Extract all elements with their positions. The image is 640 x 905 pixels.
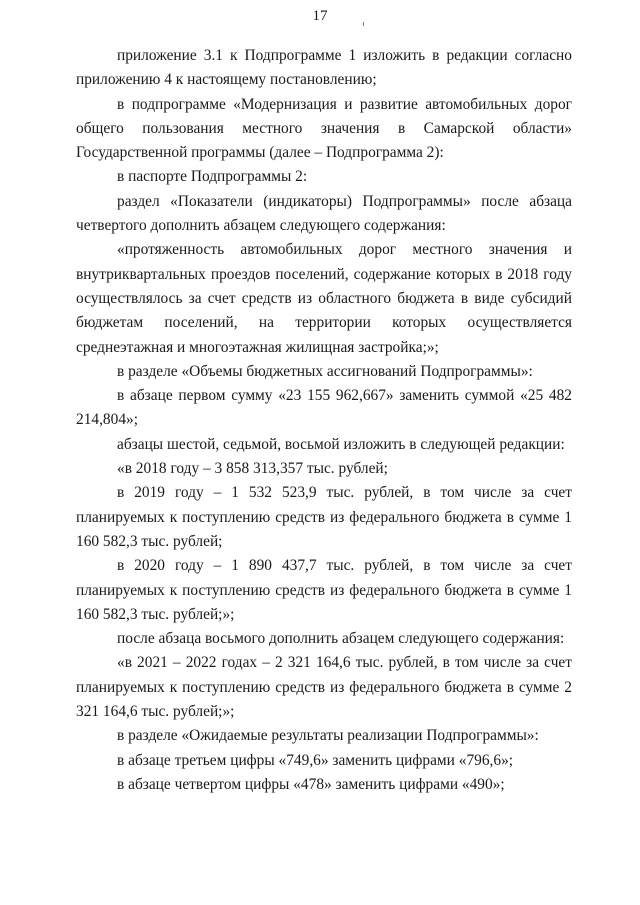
- paragraph: в паспорте Подпрограммы 2:: [117, 168, 308, 186]
- paragraph: в абзаце третьем цифры «749,6» заменить цифрами «796,6»;: [117, 751, 514, 769]
- paragraph: в разделе «Объемы бюджетных ассигнований Подпрограммы»:: [117, 362, 533, 380]
- paragraph: абзацы шестой, седьмой, восьмой изложить в следующей редакции:: [117, 435, 565, 453]
- paragraph: «протяженность автомобильных дорог местного значения и внутриквартальных проездов поселений, содержание которых в 2018 году осуществлялось за счет средств из областного бюджета в виде субсидий бюджетам поселений, на территории которых осуществляется среднеэтажная и многоэтажная жилищная застройка;»;: [76, 241, 572, 356]
- paragraph: «в 2021 – 2022 годах – 2 321 164,6 тыс. рублей, в том числе за счет планируемых к поступлению средств из федерального бюджета в сумме 2 321 164,6 тыс. рублей;»;: [76, 654, 572, 721]
- paragraph: в подпрограмме «Модернизация и развитие автомобильных дорог общего пользования местного значения в Самарской области» Государственной программы (далее – Подпрограмма 2):: [76, 95, 572, 162]
- paragraph: в абзаце первом сумму «23 155 962,667» заменить суммой «25 482 214,804»;: [76, 387, 572, 429]
- paragraph: в 2019 году – 1 532 523,9 тыс. рублей, в том числе за счет планируемых к поступлению средств из федерального бюджета в сумме 1 160 582,3 тыс. рублей;: [76, 484, 572, 550]
- paragraph: в 2020 году – 1 890 437,7 тыс. рублей, в том числе за счет планируемых к поступлению средств из федерального бюджета в сумме 1 160 582,3 тыс. рублей;»;: [76, 557, 572, 623]
- paragraph: приложение 3.1 к Подпрограмме 1 изложить в редакции согласно приложению 4 к настоящему постановлению;: [76, 47, 572, 89]
- paragraph: «в 2018 году – 3 858 313,357 тыс. рублей;: [117, 460, 388, 478]
- paragraph: в абзаце четвертом цифры «478» заменить цифрами «490»;: [117, 775, 505, 793]
- page-number: 17: [312, 8, 328, 24]
- scan-mark: [363, 22, 364, 26]
- document-body: [76, 44, 572, 797]
- paragraph: после абзаца восьмого дополнить абзацем следующего содержания:: [117, 630, 565, 648]
- paragraph: раздел «Показатели (индикаторы) Подпрограммы» после абзаца четвертого дополнить абзацем следующего содержания:: [76, 192, 572, 235]
- paragraph: в разделе «Ожидаемые результаты реализации Подпрограммы»:: [117, 727, 539, 745]
